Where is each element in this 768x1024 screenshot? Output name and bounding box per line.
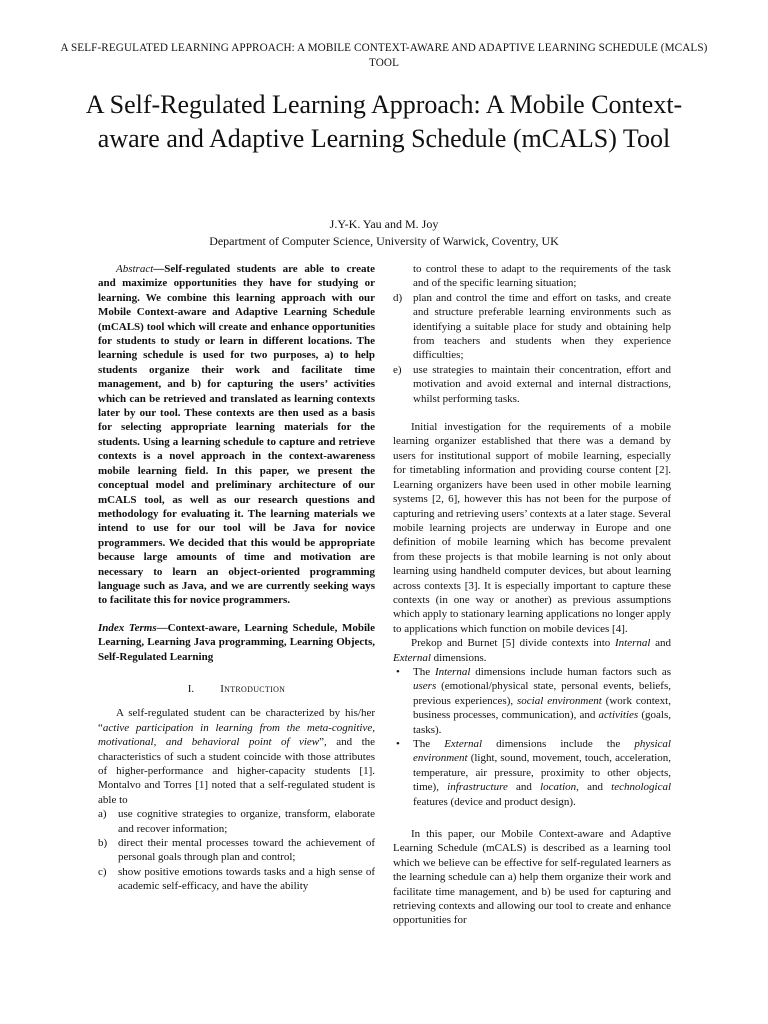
text: The [413,738,445,750]
index-terms [98,621,375,664]
text: (work context, business processes, communication), and [413,694,671,722]
text: and [507,781,541,794]
paragraph-prekop [393,636,671,665]
abstract-text: Self-regulated students are able to create and maximize opportunities they have for studying or learning. We combine this learning approach with our Mobile Context-aware and Adaptive Learning Schedule (mCALS) tool which will create and enhance opportunities for students to study or learn in different locations. The learning schedule is used for two purposes, a) to help students organize their work and facilitate time management, and b) for capturing the users’ activities which can be retrieved and translated as learning contexts later by our tool. These contexts are then used as a basis for selecting appropriate learning materials for the students. Using a learning schedule to capture and retrieve contexts is a novel approach in the context-awareness mobile learning field. In this paper, we present the conceptual model and preliminary architecture of our mCALS tool, as well as our research questions and methodology for evaluating it. The learning materials we intend to use for our tool will be Java for novice programmers. We decided that this would be appropriate because large amounts of time and motivation are necessary to learn an object-oriented programming language such as Java, and we are currently seeking ways to facilitate this for novice programmers. [98,263,375,607]
text: Prekop and Burnet [5] divide contexts into [411,637,615,650]
text: (light, sound, movement, touch, acceleration, temperature, air pressure, proximity to other objects, time), [413,752,671,794]
paragraph-initial-investigation: Initial investigation for the requirements of a mobile learning organizer established that there was a demand by users for institutional support of mobile learning, especially for timetabling information and providing course content [2]. Learning organizers have been used in other mobile learning systems [2, 6], however this has not been for the purpose of capturing and retrieving users’ contexts at a later stage. Several mobile learning projects are underway in Europe and one definition of mobile learning which has become prevalent from these projects is that mobile learning is not only about learning using handheld computer devices, but about learning across contexts [3]. It is especially important to capture these contexts (in one way or another) as previous assumptions which apply to stationary learning applications no longer apply to applications which function on mobile devices [4]. [393,421,671,635]
text: The [413,665,435,678]
list-marker: c) [98,865,107,878]
intro-text-end: ”, and the characteristics of such a student coincide with those attributes of higher-performance and higher-capacity students [1]. Montalvo and Torres [1] noted that a self-regulated student is able to [98,736,376,806]
text: (goals, tasks). [413,709,671,736]
list-item-text: use strategies to maintain their concentration, effort and motivation and avoid external and internal distractions, whilst performing tasks. [413,363,671,405]
left-column [98,262,375,894]
list-item-d [393,291,671,363]
paper-title: A Self-Regulated Learning Approach: A Mobile Context-aware and Adaptive Learning Schedule (mCALS) Tool [85,90,683,153]
term: infrastructure [447,781,508,794]
index-terms-label: Index Terms [98,621,157,634]
list-item-text: use cognitive strategies to organize, transform, elaborate and recover information; [118,808,375,835]
text: , and [576,781,612,794]
bullet-marker: • [396,738,400,750]
bullet-marker: • [396,665,400,678]
abstract [98,262,375,608]
abstract-dash: — [153,263,165,275]
running-header: A SELF-REGULATED LEARNING APPROACH: A MOBILE CONTEXT-AWARE AND ADAPTIVE LEARNING SCHEDULE (MCALS) TOOL [60,42,708,69]
text: dimensions. [430,651,487,664]
text: dimensions include the [482,738,635,750]
index-terms-text: Context-aware, Learning Schedule, Mobile Learning, Learning Java programming, Learning Objects, Self-Regulated Learning [98,621,375,663]
list-item-a [98,807,375,836]
term-internal: Internal [614,637,651,650]
list-marker: b) [98,837,108,850]
list-item-c [98,865,375,894]
list-item-text: show positive emotions towards tasks and a high sense of academic self-efficacy, and have the ability [118,865,375,893]
intro-quote: active participation in learning from the meta-cognitive, motivational, and behavioral point of view [98,721,375,749]
term: Internal [434,665,471,678]
list-marker: a) [98,808,107,821]
section-number: I. [187,682,195,695]
context-dimensions-list [393,665,671,809]
term: social environment [517,694,602,707]
paragraph-final: In this paper, our Mobile Context-aware and Adaptive Learning Schedule (mCALS) is described as a learning tool which we believe can be effective for self-regulated learners as the learning schedule can a) help them organize their work and facilitate time management, and b) be used for capturing and retrieving contexts and allowing our tool to create and enhance opportunities for [393,828,671,927]
index-terms-dash: — [156,621,168,634]
list-marker: e) [393,363,402,376]
intro-text-start: A self-regulated student can be characterized by his/her “ [98,707,375,734]
text: (emotional/physical state, personal events, beliefs, previous experiences), [413,680,671,707]
term: technological [611,781,672,794]
bullet-external [393,737,671,809]
list-marker: d) [393,291,403,304]
term-external: External [393,651,431,664]
authors: J.Y-K. Yau and M. Joy [329,217,439,231]
list-de [393,291,671,406]
term: location [540,781,577,794]
right-column [393,262,671,928]
affiliation: Department of Computer Science, University of Warwick, Coventry, UK [209,234,559,248]
list-item-text: direct their mental processes toward the achievement of personal goals through plan and control; [118,837,375,864]
list-item-text: plan and control the time and effort on tasks, and create and structure preferable learning environments such as identifying a suitable place for study and obtaining help from teachers and students when they experience difficulties; [413,291,671,362]
list-item-b [98,836,375,865]
term: physical environment [413,738,671,765]
text: dimensions include human factors such as [470,665,672,678]
intro-paragraph [98,706,375,807]
bullet-internal [393,665,671,737]
list-item-e [393,363,671,406]
section-heading-introduction [98,682,375,696]
author-block [60,216,708,250]
list-item-c-continuation: to control these to adapt to the requirements of the task and of the specific learning situation; [413,263,671,290]
text: features (device and product design). [413,795,576,808]
term: External [444,738,483,750]
term: activities [598,709,639,722]
term: users [413,680,437,693]
list-abc [98,807,375,893]
abstract-label: Abstract [116,263,154,275]
text: and [650,637,672,650]
section-title: Introduction [220,682,286,695]
